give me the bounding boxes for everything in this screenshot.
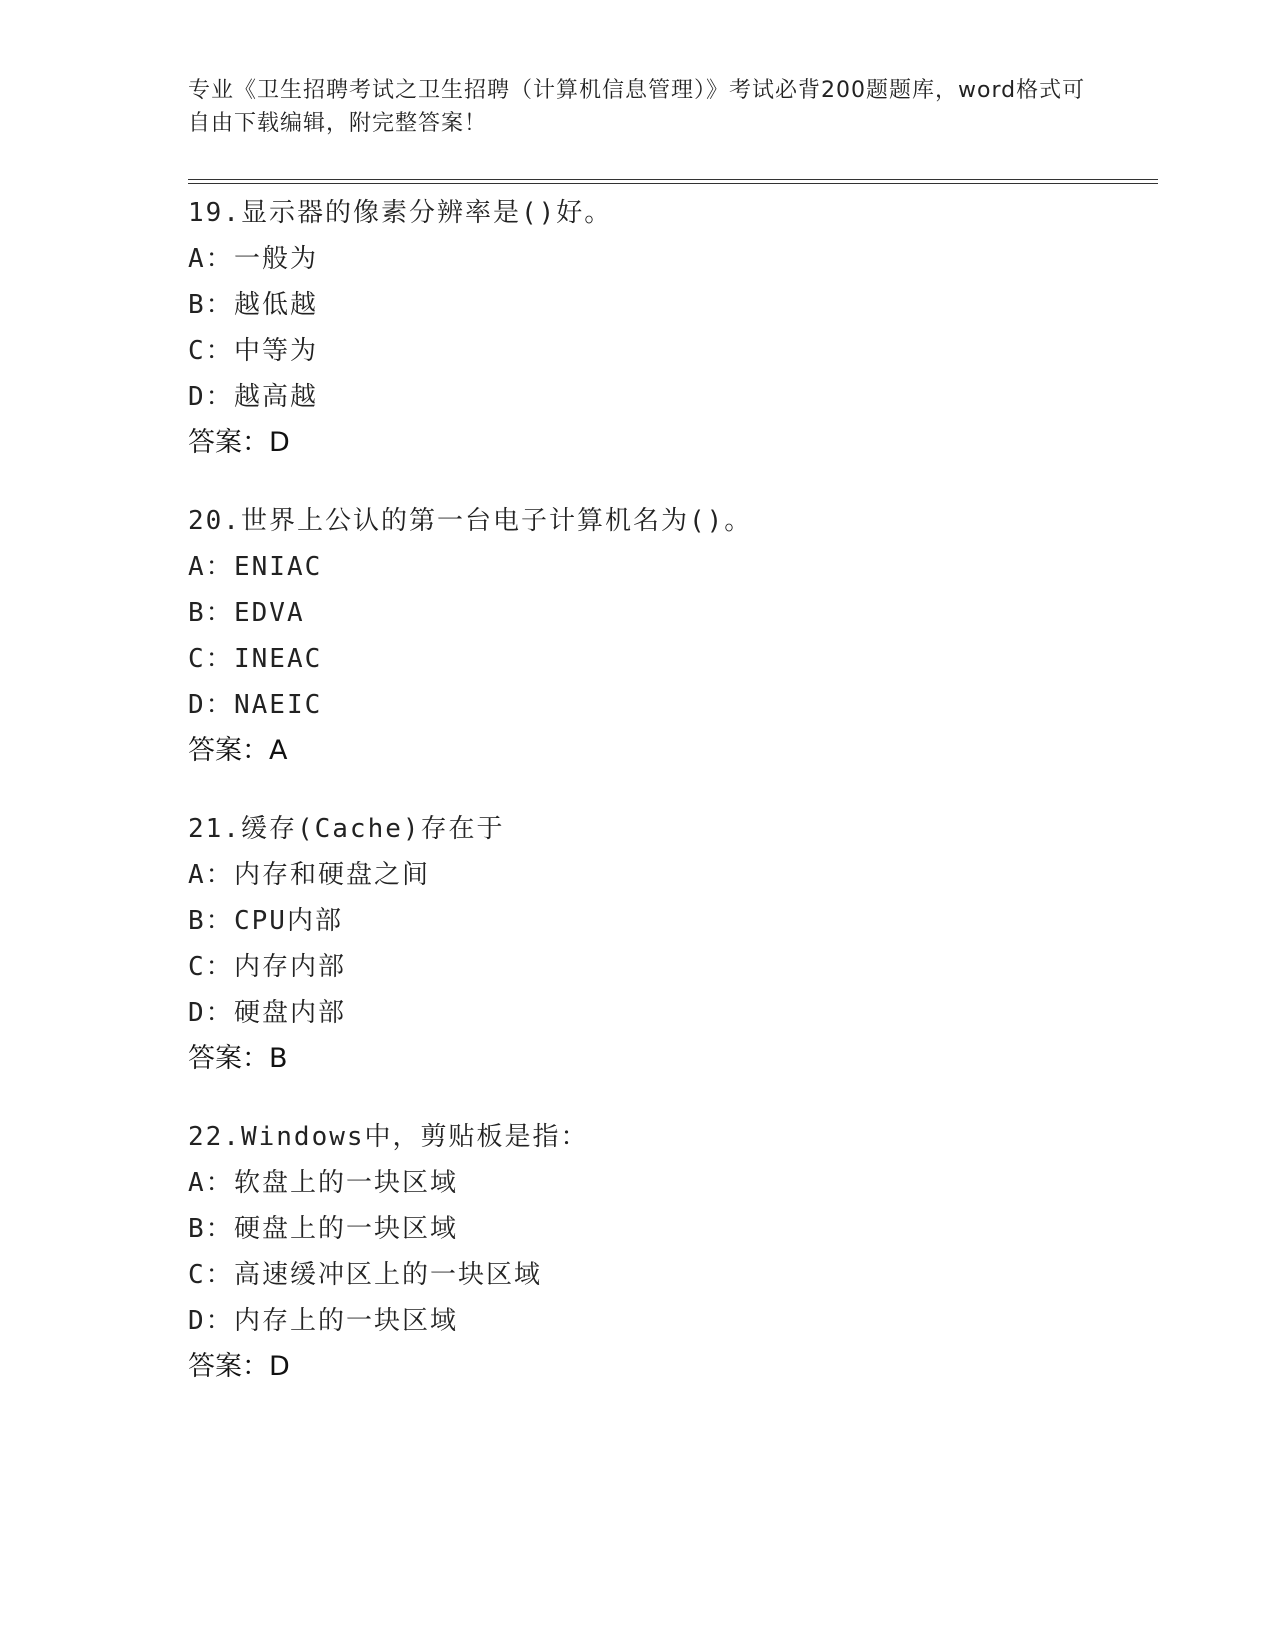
answer-line: 答案：D: [188, 427, 290, 458]
answer-line: 答案：A: [188, 735, 288, 766]
option-b: [188, 590, 1148, 636]
option-d: [188, 990, 1148, 1036]
option-text: ENIAC: [234, 552, 323, 582]
option-letter: C：: [188, 644, 234, 674]
option-text: 内存内部: [234, 952, 347, 982]
question-19: [188, 190, 1148, 466]
option-text: CPU内部: [234, 906, 343, 936]
option-text: NAEIC: [234, 690, 323, 720]
option-c: [188, 328, 1148, 374]
question-stem: 20.世界上公认的第一台电子计算机名为()。: [188, 506, 753, 536]
option-text: 内存上的一块区域: [234, 1306, 459, 1336]
document-header: 专业《卫生招聘考试之卫生招聘（计算机信息管理）》考试必背200题题库，word格式可自由下载编辑，附完整答案！: [188, 78, 1086, 136]
option-letter: A：: [188, 244, 234, 274]
option-a: [188, 852, 1148, 898]
option-a: [188, 1160, 1148, 1206]
option-text: 硬盘上的一块区域: [234, 1214, 459, 1244]
question-21: [188, 806, 1148, 1082]
option-letter: A：: [188, 860, 234, 890]
question-stem: 22.Windows中，剪贴板是指：: [188, 1122, 589, 1152]
option-letter: A：: [188, 1168, 234, 1198]
option-b: [188, 898, 1148, 944]
option-c: [188, 944, 1148, 990]
option-b: [188, 1206, 1148, 1252]
option-text: INEAC: [234, 644, 323, 674]
option-text: 越高越: [234, 382, 319, 412]
option-d: [188, 682, 1148, 728]
option-letter: B：: [188, 906, 234, 936]
option-letter: B：: [188, 1214, 234, 1244]
option-a: [188, 544, 1148, 590]
header-divider-bottom: [188, 183, 1158, 184]
option-text: 高速缓冲区上的一块区域: [234, 1260, 543, 1290]
option-text: EDVA: [234, 598, 305, 628]
option-a: [188, 236, 1148, 282]
option-letter: C：: [188, 336, 234, 366]
option-c: [188, 636, 1148, 682]
option-letter: B：: [188, 598, 234, 628]
option-letter: A：: [188, 552, 234, 582]
question-list: [188, 190, 1148, 1422]
option-d: [188, 1298, 1148, 1344]
option-letter: D：: [188, 690, 234, 720]
option-text: 越低越: [234, 290, 319, 320]
question-stem: 21.缓存(Cache)存在于: [188, 814, 505, 844]
question-stem: 19.显示器的像素分辨率是()好。: [188, 198, 613, 228]
option-text: 硬盘内部: [234, 998, 347, 1028]
option-letter: B：: [188, 290, 234, 320]
option-text: 一般为: [234, 244, 319, 274]
option-text: 中等为: [234, 336, 319, 366]
option-text: 软盘上的一块区域: [234, 1168, 459, 1198]
header-divider-top: [188, 179, 1158, 180]
option-text: 内存和硬盘之间: [234, 860, 431, 890]
option-letter: D：: [188, 1306, 234, 1336]
option-letter: C：: [188, 952, 234, 982]
option-letter: C：: [188, 1260, 234, 1290]
option-c: [188, 1252, 1148, 1298]
question-20: [188, 498, 1148, 774]
question-22: [188, 1114, 1148, 1390]
option-d: [188, 374, 1148, 420]
option-letter: D：: [188, 998, 234, 1028]
option-b: [188, 282, 1148, 328]
answer-line: 答案：B: [188, 1043, 288, 1074]
option-letter: D：: [188, 382, 234, 412]
answer-line: 答案：D: [188, 1351, 290, 1382]
